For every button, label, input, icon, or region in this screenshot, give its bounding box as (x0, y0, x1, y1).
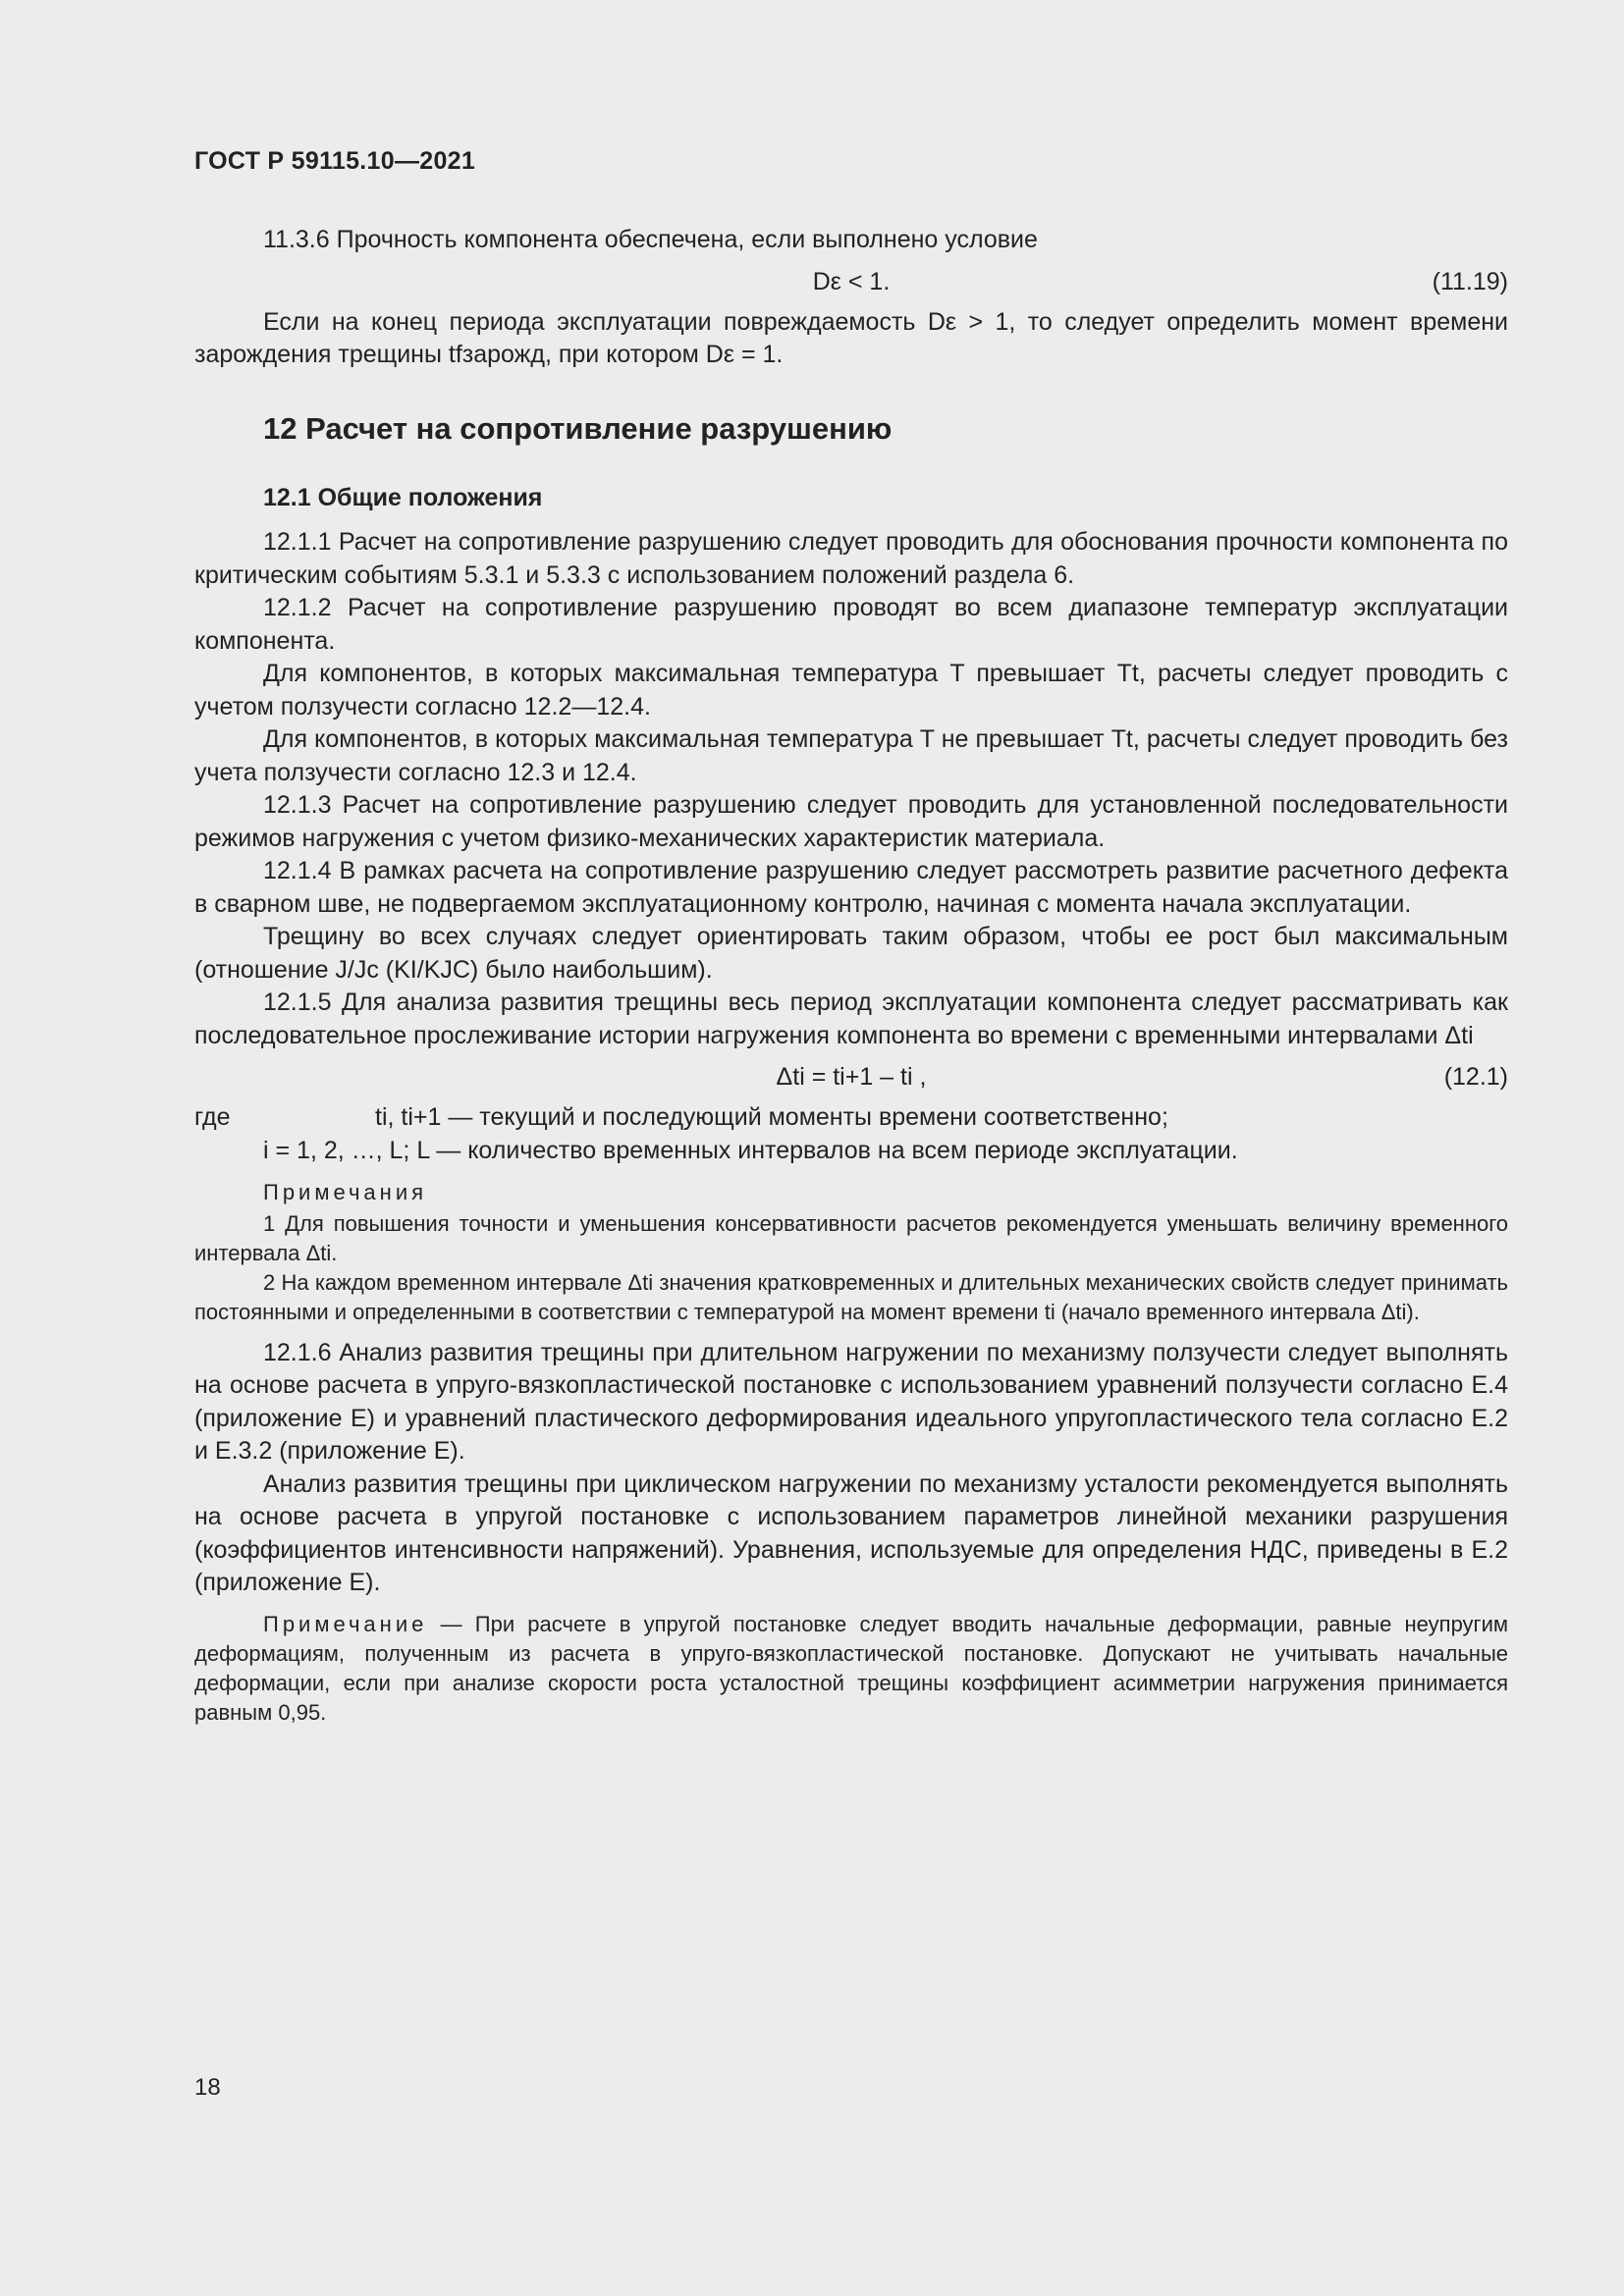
document-body (194, 224, 1508, 1728)
where-definition: ti, ti+1 — текущий и последующий моменты времени соответственно; (375, 1103, 1168, 1131)
where-clause (194, 1101, 1508, 1135)
formula-12-1 (194, 1052, 1508, 1101)
paragraph: Для компонентов, в которых максимальная температура T превышает Tt, расчеты следует проводить с учетом ползучести согласно 12.2—12.4. (194, 660, 1508, 721)
paragraph: 12.1.4 В рамках расчета на сопротивление разрушению следует рассмотреть развитие расчетного дефекта в сварном шве, не подвергаемом эксплуатационному контролю, начиная с момента начала эксплуатации. (194, 857, 1508, 918)
final-note (194, 1610, 1508, 1728)
paragraph: Для компонентов, в которых максимальная температура T не превышает Tt, расчеты следует проводить без учета ползучести согласно 12.3 и 12.4. (194, 725, 1508, 786)
subsection-heading-12-1: 12.1 Общие положения (263, 483, 543, 511)
section-heading-12: 12 Расчет на сопротивление разрушению (263, 410, 893, 446)
formula-expression: Dε < 1. (812, 267, 891, 295)
document-code-header: ГОСТ Р 59115.10—2021 (194, 147, 476, 175)
formula-11-19 (194, 257, 1508, 306)
paragraph-11-3-6: 11.3.6 Прочность компонента обеспечена, если выполнено условие (263, 226, 1038, 253)
final-note-label: Примечание (263, 1611, 428, 1636)
formula-number: (12.1) (1443, 1063, 1508, 1091)
paragraph: 12.1.1 Расчет на сопротивление разрушению следует проводить для обоснования прочности компонента по критическим событиям 5.3.1 и 5.3.3 с использованием положений раздела 6. (194, 528, 1508, 589)
note-item: 2 На каждом временном интервале Δti значения кратковременных и длительных механических свойств следует принимать постоянными и определенными в соответствии с температурой на момент времени ti (начало временного интервала Δti). (194, 1269, 1508, 1324)
paragraph: 12.1.3 Расчет на сопротивление разрушению следует проводить для установленной последовательности режимов нагружения с учетом физико-механических характеристик материала. (194, 791, 1508, 852)
paragraph: 12.1.6 Анализ развития трещины при длительном нагружении по механизму ползучести следует выполнять на основе расчета в упруго-вязкопластической постановке с использованием уравнений ползучести согласно Е.4 (приложение Е) и уравнений пластического деформирования идеального упругопластического тела согласно Е.2 и Е.3.2 (приложение Е). (194, 1338, 1508, 1465)
paragraph: Анализ развития трещины при циклическом нагружении по механизму усталости рекомендуется выполнять на основе расчета в упругой постановке с использованием параметров линейной механики разрушения (коэффициентов интенсивности напряжений). Уравнения, используемые для определения НДС, приведены в Е.2 (приложение Е). (194, 1469, 1508, 1596)
page-number: 18 (194, 2074, 221, 2101)
notes-title: Примечания (263, 1179, 428, 1204)
notes-block (194, 1178, 1508, 1327)
paragraph: 12.1.2 Расчет на сопротивление разрушению проводят во всем диапазоне температур эксплуатации компонента. (194, 594, 1508, 655)
paragraph-damage-condition: Если на конец периода эксплуатации повреждаемость Dε > 1, то следует определить момент времени зарождения трещины tfзарожд, при котором Dε = 1. (194, 307, 1508, 368)
paragraph: 12.1.5 Для анализа развития трещины весь период эксплуатации компонента следует рассматривать как последовательное прослеживание истории нагружения компонента во времени с временными интервалами Δti (194, 988, 1508, 1049)
formula-number: (11.19) (1432, 267, 1508, 295)
where-label: где (194, 1103, 231, 1131)
paragraph: Трещину во всех случаях следует ориентировать таким образом, чтобы ее рост был максимальным (отношение J/Jc (KI/KJC) было наибольшим). (194, 923, 1508, 984)
note-item: 1 Для повышения точности и уменьшения консервативности расчетов рекомендуется уменьшать величину временного интервала Δti. (194, 1210, 1508, 1265)
formula-expression: Δti = ti+1 – ti , (776, 1063, 927, 1091)
where-definition: i = 1, 2, …, L; L — количество временных интервалов на всем периоде эксплуатации. (263, 1137, 1238, 1164)
final-note-text: — При расчете в упругой постановке следует вводить начальные деформации, равные неупругим деформациям, полученным из расчета в упруго-вязкопластической постановке. Допускают не учитывать начальные деформации, если при анализе скорости роста усталостной трещины коэффициент асимметрии нагружения принимается равным 0,95. (194, 1611, 1508, 1725)
